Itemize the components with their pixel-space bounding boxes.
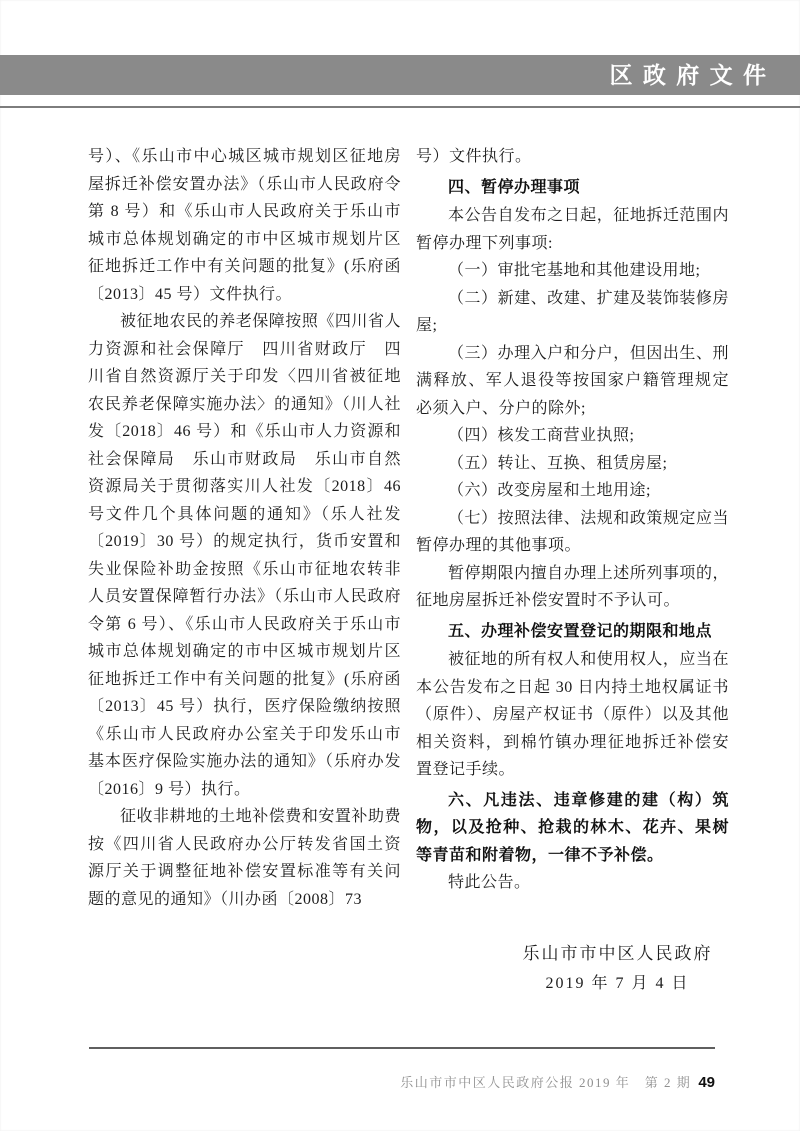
- document-category-banner: [0, 55, 800, 95]
- body-paragraph: 被征地农民的养老保障按照《四川省人力资源和社会保障厅 四川省财政厅 四川省自然资源厅关于印发〈四川省被征地农民养老保障实施办法〉的通知》（川人社发〔2018〕46 号）和《乐山市人力资源和社会保障局 乐山市财政局 乐山市自然资源局关于贯彻落实川人社发〔2018〕46 号文件几个具体问题的通知》（乐人社发〔2019〕30 号）的规定执行，货币安置和失业保险补助金按照《乐山市征地农转非人员安置保障暂行办法》（乐山市人民政府令第 6 号）、《乐山市人民政府关于乐山市城市总体规划确定的市中区城市规划片区征地拆迁工作中有关问题的批复》(乐府函〔2013〕45 号）执行，医疗保险缴纳按照《乐山市人民政府办公室关于印发乐山市基本医疗保险实施办法的通知》（乐府办发〔2016〕9 号）执行。: [88, 313, 401, 798]
- footer: [381, 1056, 715, 1107]
- list-item: （一）审批宅基地和其他建设用地;: [448, 262, 701, 279]
- page-number: 49: [698, 1074, 715, 1091]
- issue-date: 2019 年 7 月 4 日: [545, 974, 690, 992]
- body-paragraph: 被征地的所有权人和使用权人，应当在本公告发布之日起 30 日内持土地权属证书（原件）、房屋产权证书（原件）以及其他相关资料，到棉竹镇办理征地拆迁补偿安置登记手续。: [416, 651, 729, 778]
- issuer-name: 乐山市市中区人民政府: [522, 943, 713, 963]
- header-divider: [0, 106, 800, 108]
- footer-divider: [89, 1047, 715, 1049]
- list-item: （二）新建、改建、扩建及装饰装修房屋;: [416, 289, 729, 334]
- section-paragraph-6: 六、凡违法、违章修建的建（构）筑物，以及抢种、抢栽的林木、花卉、果树等青苗和附着物，一律不予补偿。: [416, 791, 729, 864]
- list-item: （七）按照法律、法规和政策规定应当暂停办理的其他事项。: [416, 509, 729, 554]
- list-item: （三）办理入户和分户，但因出生、刑满释放、军人退役等按国家户籍管理规定必须入户、分户的除外;: [416, 344, 729, 417]
- section-heading-4: 四、暂停办理事项: [448, 178, 581, 196]
- banner-title: 区 政 府 文 件: [609, 62, 768, 88]
- body-paragraph: 号）、《乐山市中心城区城市规划区征地房屋拆迁补偿安置办法》（乐山市人民政府令第 8 号）和《乐山市人民政府关于乐山市城市总体规划确定的市中区城市规划片区征地拆迁工作中有关问题的批复》(乐府函〔2013〕45 号）文件执行。: [88, 148, 401, 303]
- closing-statement: 特此公告。: [448, 874, 531, 891]
- body-paragraph: 暂停期限内擅自办理上述所列事项的，征地房屋拆迁补偿安置时不予认可。: [416, 564, 729, 609]
- body-paragraph: 号）文件执行。: [416, 148, 532, 165]
- list-item: （五）转让、互换、租赁房屋;: [448, 454, 668, 472]
- body-paragraph: 征收非耕地的土地补偿费和安置补助费按《四川省人民政府办公厅转发省国土资源厅关于调整征地补偿安置标准等有关问题的意见的通知》（川办函〔2008〕73: [88, 808, 401, 908]
- left-column: [88, 143, 401, 913]
- publication-info: 乐山市市中区人民政府公报 2019 年 第 2 期: [400, 1075, 692, 1090]
- list-item: （六）改变房屋和土地用途;: [448, 482, 651, 499]
- right-column: [416, 143, 729, 999]
- body-paragraph: 本公告自发布之日起，征地拆迁范围内暂停办理下列事项:: [416, 207, 729, 252]
- signature-block: [416, 939, 729, 999]
- list-item: （四）核发工商营业执照;: [448, 427, 635, 444]
- section-heading-5: 五、办理补偿安置登记的期限和地点: [448, 622, 713, 640]
